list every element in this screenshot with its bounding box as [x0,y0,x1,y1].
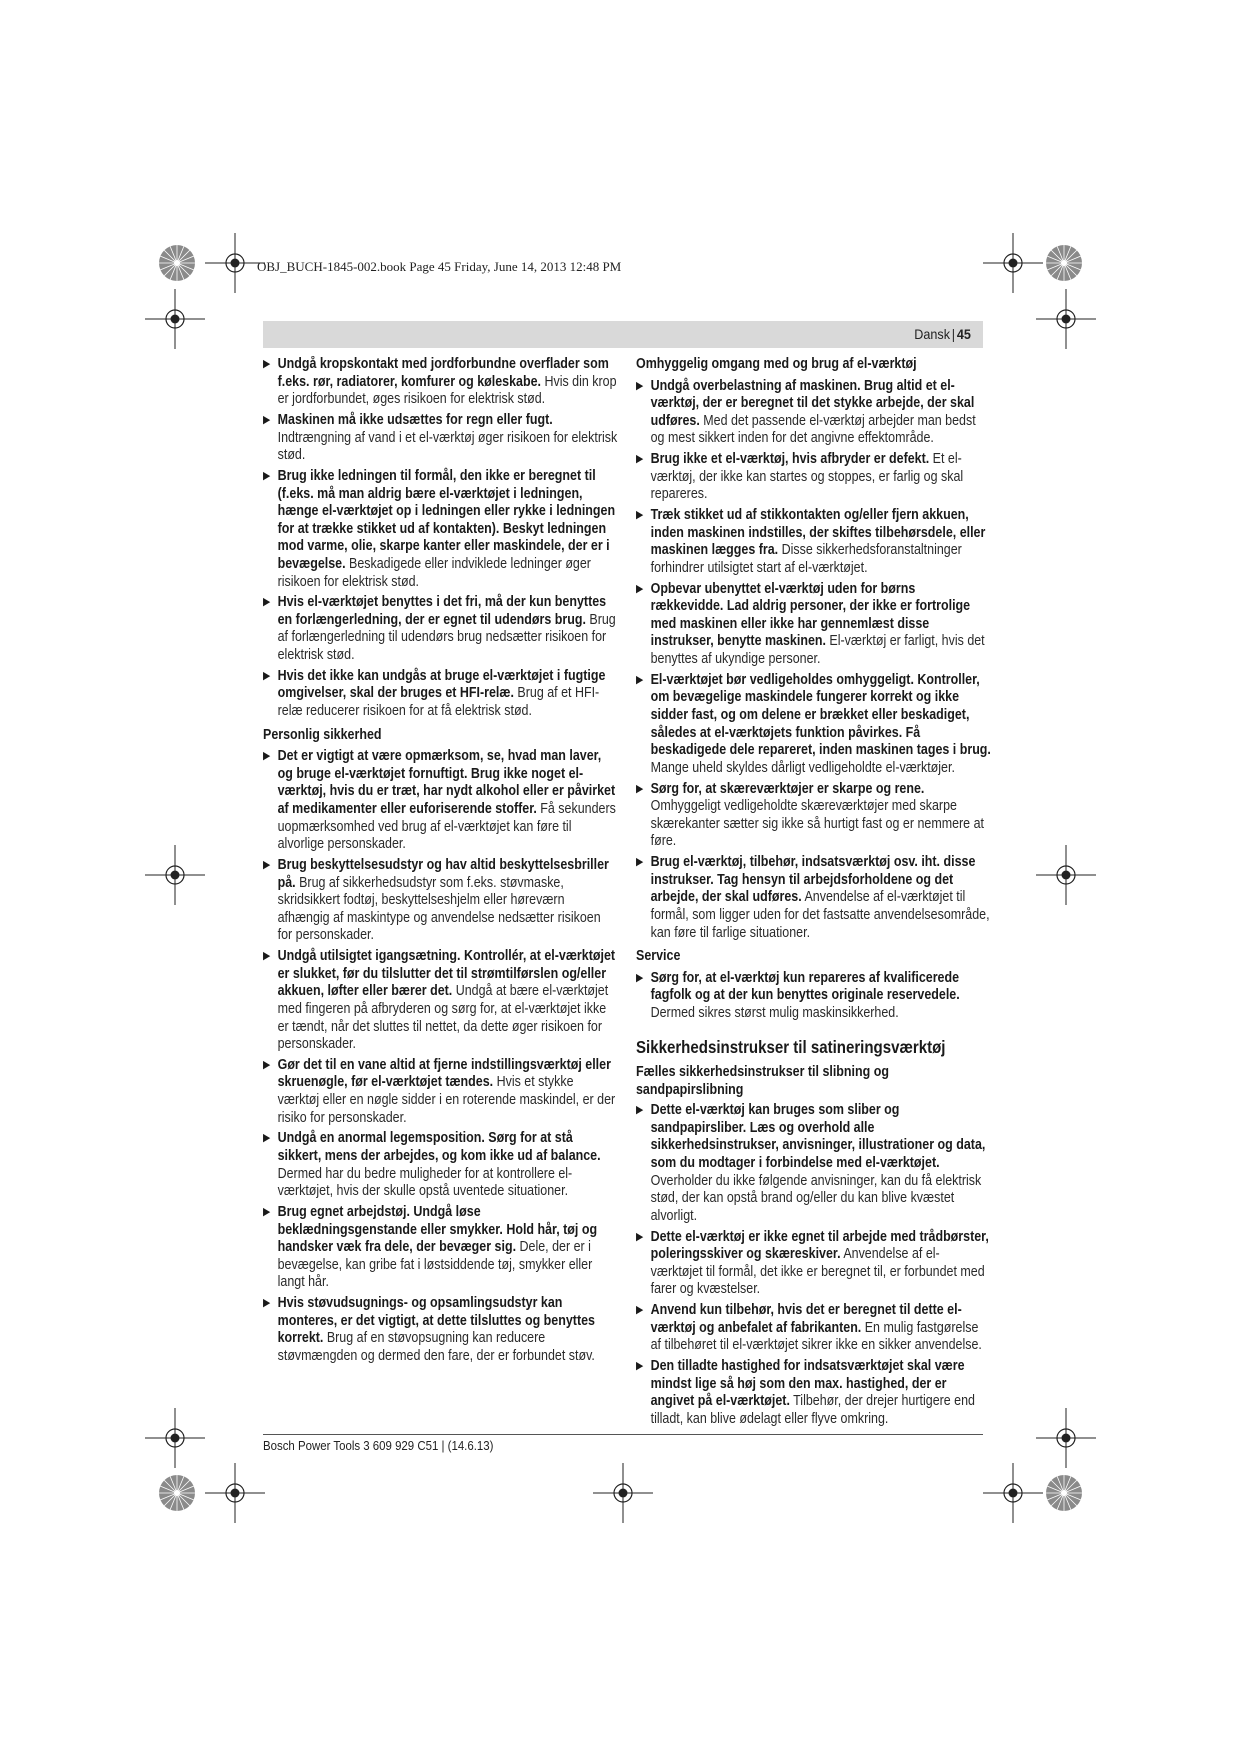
item-bold-text: Gør det til en vane altid at fjerne indstillingsværktøj eller skruenøgle, før el-værktøjet tændes. [277,1056,611,1091]
personal-safety-heading: Personlig sikkerhed [263,726,382,743]
bullet-arrow-icon: ▶ [636,856,644,869]
item-plain-text: Dermed har du bedre muligheder for at kontrollere el-værktøjet, hvis der skulle opstå uventede situationer. [277,1165,573,1200]
item-bold-text: Maskinen må ikke udsættes for regn eller fugt. [277,411,553,428]
bullet-arrow-icon: ▶ [636,1360,644,1373]
list-item [636,507,991,577]
list-item [263,1130,618,1200]
item-plain-text: Brug af forlængerledning til udendørs brug nedsætter risikoen for elektrisk stød. [277,611,616,664]
item-plain-text: Brug af en støvopsugning kan reducere støvmængden og dermed den fare, der er forbundet støv. [277,1330,595,1364]
bullet-arrow-icon: ▶ [636,509,644,522]
item-bold-text: Sørg for, at el-værktøj kun repareres af kvalificerede fagfolk og at der kun benyttes originale reservedele. [650,969,960,1004]
item-bold-text: Træk stikket ud af stikkontakten og/eller fjern akkuen, inden maskinen indstilles, der skiftes tilbehørsdele, eller maskinen lægges fra. [650,507,986,559]
crosshair-mark-icon [145,845,205,905]
item-bold-text: Brug ikke et el-værktøj, hvis afbryder er defekt. [650,451,930,468]
list-item [263,412,618,465]
service-heading: Service [636,948,681,965]
item-plain-text: Et el-værktøj, der ikke kan startes og stoppes, er farlig og skal repareres. [650,451,964,503]
bullet-arrow-icon: ▶ [636,1230,644,1243]
item-bold-text: Anvend kun tilbehør, hvis det er beregnet til dette el-værktøj og anbefalet af fabrikanten. [650,1302,962,1336]
right-column [636,356,991,1432]
crosshair-mark-icon [593,1463,653,1523]
language-label: Dansk [914,326,951,342]
personal-safety-list [263,748,618,1365]
electrical-safety-list [263,356,618,721]
item-bold-text: Hvis støvudsugnings- og opsamlingsudstyr kan monteres, er det vigtigt, at dette tilsluttes og benyttes korrekt. [277,1295,595,1347]
bullet-arrow-icon: ▶ [263,1058,271,1071]
bullet-arrow-icon: ▶ [636,673,644,686]
footer-rule [263,1434,983,1435]
list-item [636,1358,991,1428]
satin-tool-heading: Sikkerhedsinstrukser til satineringsværktøj [636,1036,946,1057]
page-header-bar [263,321,983,348]
item-bold-text: Undgå en anormal legemsposition. Sørg for at stå sikkert, mens der arbejdes, og kom ikke ud af balance. [277,1130,601,1165]
item-bold-text: Hvis el-værktøjet benyttes i det fri, må der kun benyttes en forlængerledning, der er egnet til udendørs brug. [277,594,607,628]
item-bold-text: Undgå kropskontakt med jordforbundne overflader som f.eks. rør, radiatorer, komfurer og køleskabe. [277,356,609,390]
bullet-arrow-icon: ▶ [263,1297,271,1310]
crop-mark-rosette-icon [1045,1474,1083,1512]
item-plain-text: Dele, der er i bevægelse, kan gribe fat i løstsiddende tøj, smykker eller langt hår. [277,1239,593,1291]
crosshair-mark-icon [1036,1408,1096,1468]
list-item [636,581,991,669]
list-item [636,970,991,1023]
item-plain-text: Mange uheld skyldes dårligt vedligeholdte el-værktøjer. [650,759,955,776]
item-plain-text: Dermed sikres størst mulig maskinsikkerhed. [650,1004,899,1021]
item-plain-text: Tilbehør, der drejer hurtigere end tilladt, kan blive ødelagt eller flyve omkring. [650,1393,975,1427]
item-bold-text: Hvis det ikke kan undgås at bruge el-værktøjet i fugtige omgivelser, skal der bruges et HFI-relæ. [277,667,606,702]
item-bold-text: Dette el-værktøj kan bruges som sliber og sandpapirsliber. Læs og overhold alle sikkerhedsinstrukser, anvisninger, illustrationer og data, som du modtager i forbindelse med el-værktøjet. [650,1102,986,1172]
bullet-arrow-icon: ▶ [263,358,271,370]
item-bold-text: Undgå utilsigtet igangsætning. Kontrollér, at el-værktøjet er slukket, før du tilslutter det til strømtilførslen og/eller akkuen, løfter eller bærer det. [277,948,616,1000]
crosshair-mark-icon [1036,845,1096,905]
tool-care-list [636,378,991,943]
list-item [263,668,618,721]
print-info: OBJ_BUCH-1845-002.book Page 45 Friday, June 14, 2013 12:48 PM [257,259,622,274]
item-bold-text: Brug el-værktøj, tilbehør, indsatsværktøj osv. iht. disse instrukser. Tag hensyn til arbejdsforholdene og det arbejde, der skal udføres. [650,854,976,906]
page-number: 45 [956,326,971,342]
bullet-arrow-icon: ▶ [636,782,644,795]
item-plain-text: Hvis et stykke værktøj eller en nøgle sidder i en roterende maskindel, er der risiko for personskader. [277,1074,616,1126]
bullet-arrow-icon: ▶ [636,1104,644,1117]
item-plain-text: Få sekunders uopmærksomhed ved brug af el-værktøjet kan føre til alvorlige personskader. [277,801,616,853]
list-item [636,1229,991,1299]
item-plain-text: En mulig fastgørelse af tilbehøret til el-værktøjet sikrer ikke en sikker anvendelse. [650,1319,982,1354]
crosshair-mark-icon [145,289,205,349]
left-column [263,356,618,1369]
bullet-arrow-icon: ▶ [263,750,271,763]
item-bold-text: Den tilladte hastighed for indsatsværktøjet skal være mindst lige så høj som den max. hastighed, der er angivet på el-værktøjet. [650,1358,965,1410]
bullet-arrow-icon: ▶ [636,971,644,984]
list-item [263,857,618,945]
bullet-arrow-icon: ▶ [263,950,271,963]
footer-text: Bosch Power Tools 3 609 929 C51 | (14.6.13) [263,1438,494,1453]
crop-mark-rosette-icon [158,244,196,282]
item-bold-text: Sørg for, at skæreværktøjer er skarpe og rene. [650,780,925,797]
crosshair-mark-icon [1036,289,1096,349]
crosshair-mark-icon [205,233,265,293]
item-bold-text: Dette el-værktøj er ikke egnet til arbejde med trådbørster, poleringsskiver og skæreskiver. [650,1228,989,1263]
item-plain-text: Anvendelse af el-værktøjet til formål, som ligger uden for det fastsatte anvendelsesområde, kan føre til farlige situationer. [650,889,990,941]
list-item [263,1204,618,1292]
list-item [636,781,991,851]
bullet-arrow-icon: ▶ [263,858,271,871]
item-bold-text: Brug egnet arbejdstøj. Undgå løse beklædningsgenstande eller smykker. Hold hår, tøj og handsker væk fra dele, der bevæger sig. [277,1204,598,1256]
item-bold-text: Brug ikke ledningen til formål, den ikke er beregnet til (f.eks. må man aldrig bære el-værktøjet i ledningen, hænge el-værktøjet op i ledningen eller rykke i ledningen for at trække stikket ud af kontakten). Beskyt ledningen mod varme, olie, skarpe kanter eller maskindele, der er i bevægelse. [277,467,616,572]
list-item [636,672,991,778]
crosshair-mark-icon [983,1463,1043,1523]
item-plain-text: Hvis din krop er jordforbundet, øges risikoen for elektrisk stød. [277,373,617,408]
service-list [636,970,991,1023]
list-item [636,378,991,448]
list-item [263,748,618,854]
list-item [263,468,618,591]
item-bold-text: Opbevar ubenyttet el-værktøj uden for børns rækkevidde. Lad aldrig personer, der ikke er fortrolige med maskinen eller ikke har gennemlæst disse instrukser, benytte maskinen. [650,580,971,650]
list-item [636,1302,991,1355]
page-label [914,326,971,342]
tool-care-heading: Omhyggelig omgang med og brug af el-værktøj [636,356,917,372]
crop-mark-rosette-icon [1045,244,1083,282]
grinding-safety-list [636,1102,991,1428]
list-item [636,854,991,942]
bullet-arrow-icon: ▶ [636,1304,644,1317]
crosshair-mark-icon [983,233,1043,293]
bullet-arrow-icon: ▶ [263,469,271,482]
item-bold-text: Det er vigtigt at være opmærksom, se, hvad man laver, og bruge el-værktøjet fornuftigt. Brug ikke noget el-værktøj, hvis du er træt, har nydt alkohol eller er påvirket af medikamenter eller euforiserende stoffer. [277,748,616,817]
bullet-arrow-icon: ▶ [263,1132,271,1145]
crosshair-mark-icon [145,1408,205,1468]
item-plain-text: Disse sikkerhedsforanstaltninger forhindrer utilsigtet start af el-værktøjet. [650,542,962,576]
header-separator: | [951,326,956,342]
list-item [263,948,618,1054]
list-item [263,356,618,409]
bullet-arrow-icon: ▶ [263,669,271,682]
item-bold-text: Undgå overbelastning af maskinen. Brug altid et el-værktøj, der er beregnet til det stykke arbejde, der skal udføres. [650,377,975,429]
list-item [263,1295,618,1365]
list-item [263,594,618,664]
item-plain-text: Brug af sikkerhedsudstyr som f.eks. støvmaske, skridsikkert fodtøj, beskyttelseshjelm eller høreværn afhængig af maskintype og anvendelse nedsætter risikoen for personskader. [277,874,601,944]
item-plain-text: Med det passende el-værktøj arbejder man bedst og mest sikkert inden for det angivne effektområde. [650,412,976,447]
item-plain-text: El-værktøj er farligt, hvis det benyttes af ukyndige personer. [650,633,985,668]
crosshair-mark-icon [205,1463,265,1523]
item-plain-text: Brug af et HFI-relæ reducerer risikoen for at få elektrisk stød. [277,685,600,720]
bullet-arrow-icon: ▶ [263,1206,271,1218]
grinding-safety-subheading: Fælles sikkerhedsinstrukser til slibning og sandpapirslibning [636,1064,889,1098]
bullet-arrow-icon: ▶ [263,413,271,426]
item-plain-text: Anvendelse af el-værktøjet til formål, det ikke er beregnet til, er forbundet med farer og kvæstelser. [650,1246,985,1298]
item-plain-text: Beskadigede eller indviklede ledninger øger risikoen for elektrisk stød. [277,555,591,590]
bullet-arrow-icon: ▶ [636,379,644,392]
item-plain-text: Overholder du ikke følgende anvisninger, kan du få elektrisk stød, der kan opstå brand og/eller du kan blive kvæstet alvorligt. [650,1172,982,1224]
bullet-arrow-icon: ▶ [636,453,644,466]
item-plain-text: Undgå at bære el-værktøjet med fingeren på afbryderen og sørg for, at el-værktøjet ikke er tændt, når det sluttes til nettet, da dette øger risikoen for personskader. [277,983,609,1053]
item-bold-text: Brug beskyttelsesudstyr og hav altid beskyttelsesbriller på. [277,856,609,891]
list-item [636,1102,991,1225]
item-bold-text: El-værktøjet bør vedligeholdes omhyggeligt. Kontroller, om bevægelige maskindele fungerer korrekt og ikke sidder fast, og om delene er brækket eller beskadiget, således at el-værktøjets funktion påvirkes. Få beskadigede dele repareret, inden maskinen tages i brug. [650,671,991,759]
list-item [263,1057,618,1127]
bullet-arrow-icon: ▶ [263,596,271,609]
item-plain-text: Indtrængning af vand i et el-værktøj øger risikoen for elektrisk stød. [277,429,618,464]
item-plain-text: Omhyggeligt vedligeholdte skæreværktøjer med skarpe skærekanter sætter sig ikke så hurtigt fast og er nemmere at føre. [650,798,984,850]
bullet-arrow-icon: ▶ [636,582,644,595]
list-item [636,451,991,504]
crop-mark-rosette-icon [158,1474,196,1512]
